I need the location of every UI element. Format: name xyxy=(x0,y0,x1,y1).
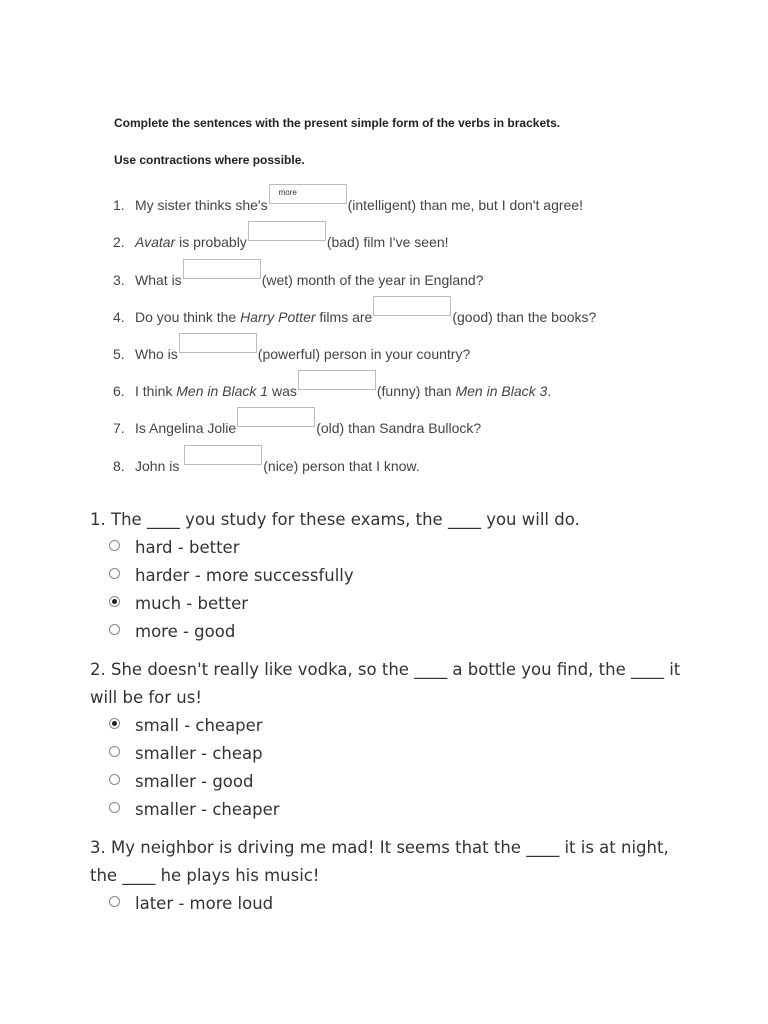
radio-button-icon[interactable] xyxy=(109,802,120,813)
item-text-after: (intelligent) than me, but I don't agree! xyxy=(347,197,583,214)
answer-input[interactable] xyxy=(237,407,315,427)
option[interactable] xyxy=(90,534,690,562)
question-text: 1. The ____ you study for these exams, the ____ you will do. xyxy=(90,510,580,529)
option[interactable] xyxy=(90,796,690,824)
fill-in-exercise xyxy=(113,177,596,475)
item-text-after: (old) than Sandra Bullock? xyxy=(316,420,482,437)
exercise-item xyxy=(113,400,596,437)
option-label: smaller - good xyxy=(135,772,254,791)
item-text-after: (nice) person that I know. xyxy=(263,457,420,474)
exercise-item xyxy=(113,363,596,400)
option-label: more - good xyxy=(135,622,236,641)
item-title-italic: Harry Potter xyxy=(240,308,316,325)
instruction-subheading: Use contractions where possible. xyxy=(114,153,305,167)
item-text-before: John is xyxy=(135,457,184,474)
multiple-choice-exercise xyxy=(90,506,690,928)
item-number: 3. xyxy=(113,271,125,288)
item-text-before: What is xyxy=(135,271,182,288)
radio-button-icon[interactable] xyxy=(109,718,120,729)
question-block xyxy=(90,506,690,646)
item-text-end: . xyxy=(547,383,552,400)
item-text-after: (funny) than xyxy=(376,383,456,400)
option-label: small - cheaper xyxy=(135,716,263,735)
question-text: 3. My neighbor is driving me mad! It seems that the ____ it is at night, the ____ he plays his music! xyxy=(90,838,669,885)
exercise-item xyxy=(113,437,596,474)
option[interactable] xyxy=(90,712,690,740)
options-list xyxy=(90,712,690,824)
option[interactable] xyxy=(90,562,690,590)
item-text-before: My sister thinks she's xyxy=(135,197,268,214)
answer-input[interactable] xyxy=(373,296,451,316)
item-text-after: (wet) month of the year in England? xyxy=(261,271,484,288)
item-text-middle: was xyxy=(268,383,297,400)
question-text: 2. She doesn't really like vodka, so the ____ a bottle you find, the ____ it will be for us! xyxy=(90,660,681,707)
exercise-item xyxy=(113,177,596,214)
option[interactable] xyxy=(90,768,690,796)
radio-button-icon[interactable] xyxy=(109,596,120,607)
exercise-item xyxy=(113,289,596,326)
option-label: later - more loud xyxy=(135,894,274,913)
item-title-italic: Men in Black 1 xyxy=(176,383,269,400)
radio-button-icon[interactable] xyxy=(109,540,120,551)
answer-input[interactable] xyxy=(183,259,261,279)
radio-button-icon[interactable] xyxy=(109,624,120,635)
radio-button-icon[interactable] xyxy=(109,774,120,785)
option[interactable] xyxy=(90,590,690,618)
option-label: smaller - cheap xyxy=(135,744,263,763)
item-text-before: I think xyxy=(135,383,177,400)
item-number: 6. xyxy=(113,383,125,400)
exercise-item xyxy=(113,326,596,363)
answer-input[interactable] xyxy=(248,221,326,241)
radio-button-icon[interactable] xyxy=(109,896,120,907)
answer-input[interactable] xyxy=(179,333,257,353)
item-number: 1. xyxy=(113,197,125,214)
radio-button-icon[interactable] xyxy=(109,568,120,579)
item-text-after: (powerful) person in your country? xyxy=(257,345,471,362)
option-label: much - better xyxy=(135,594,249,613)
question-block xyxy=(90,656,690,824)
item-text-before: Who is xyxy=(135,345,178,362)
answer-input[interactable] xyxy=(269,184,347,204)
options-list xyxy=(90,534,690,646)
item-number: 4. xyxy=(113,308,125,325)
item-number: 8. xyxy=(113,457,125,474)
answer-input[interactable] xyxy=(298,370,376,390)
item-text-after: (bad) film I've seen! xyxy=(326,234,449,251)
item-text-after: (good) than the books? xyxy=(452,308,597,325)
answer-value: more xyxy=(278,188,297,198)
option[interactable] xyxy=(90,618,690,646)
option-label: hard - better xyxy=(135,538,240,557)
radio-button-icon[interactable] xyxy=(109,746,120,757)
answer-input[interactable] xyxy=(184,445,262,465)
item-text-middle: films are xyxy=(315,308,373,325)
option[interactable] xyxy=(90,890,690,918)
item-title-italic: Avatar xyxy=(135,234,176,251)
item-text-middle: is probably xyxy=(175,234,247,251)
item-number: 7. xyxy=(113,420,125,437)
item-title-italic: Men in Black 3 xyxy=(455,383,548,400)
item-number: 5. xyxy=(113,345,125,362)
exercise-item xyxy=(113,251,596,288)
option-label: smaller - cheaper xyxy=(135,800,280,819)
option-label: harder - more successfully xyxy=(135,566,354,585)
instruction-heading: Complete the sentences with the present simple form of the verbs in brackets. xyxy=(114,116,561,130)
item-text-before: Is Angelina Jolie xyxy=(135,420,237,437)
option[interactable] xyxy=(90,740,690,768)
item-text-before: Do you think the xyxy=(135,308,241,325)
question-block xyxy=(90,834,690,918)
item-number: 2. xyxy=(113,234,125,251)
exercise-item xyxy=(113,214,596,251)
options-list xyxy=(90,890,690,918)
